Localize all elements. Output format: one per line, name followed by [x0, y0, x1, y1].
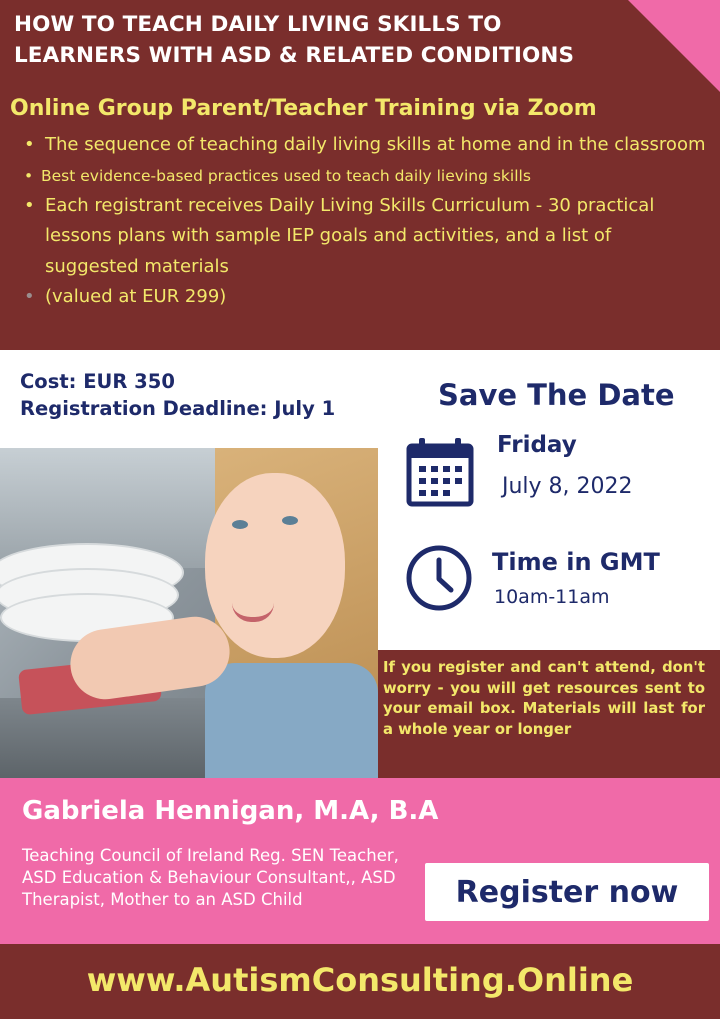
girl-washing-dishes-photo — [0, 448, 378, 778]
deadline-text: Registration Deadline: July 1 — [20, 397, 336, 420]
bullet-icon: • — [24, 134, 35, 155]
footer — [0, 944, 720, 1019]
save-the-date-heading: Save The Date — [438, 378, 675, 412]
presenter-name: Gabriela Hennigan, M.A, B.A — [22, 796, 439, 826]
bullet-text: Each registrant receives Daily Living Skills Curriculum - 30 practical lessons plans with sample IEP goals and activities, and a list of suggested materials — [45, 194, 655, 277]
website-link[interactable]: www.AutismConsulting.Online — [86, 961, 634, 999]
photo-face — [205, 473, 345, 658]
bullet-icon: • — [24, 286, 35, 307]
list-item — [20, 191, 710, 283]
cost-text: Cost: EUR 350 — [20, 370, 175, 393]
photo-eye — [282, 516, 298, 525]
title-line-1: HOW TO TEACH DAILY LIVING SKILLS TO — [14, 12, 502, 37]
bullet-list — [20, 130, 710, 313]
attendance-note — [378, 650, 720, 778]
clock-icon — [405, 544, 473, 616]
register-button[interactable]: Register now — [425, 863, 709, 921]
bullet-icon: • — [24, 194, 35, 216]
list-item — [20, 130, 710, 161]
time-label: Time in GMT — [492, 548, 660, 576]
event-time: 10am-11am — [494, 586, 610, 608]
list-item — [20, 282, 710, 313]
attendance-note-text: If you register and can't attend, don't worry - you will get resources sent to your email box. Materials will last for a whole year or longer — [383, 659, 705, 738]
bullet-icon: • — [24, 166, 34, 185]
page-title — [14, 9, 674, 71]
presenter-bio: Teaching Council of Ireland Reg. SEN Teacher, ASD Education & Behaviour Consultant,, ASD Therapist, Mother to an ASD Child — [22, 846, 399, 909]
header-banner — [0, 0, 720, 350]
bullet-text: The sequence of teaching daily living skills at home and in the classroom — [45, 134, 706, 155]
cost-block — [20, 368, 335, 422]
event-date: July 8, 2022 — [502, 474, 633, 499]
list-item — [20, 161, 710, 191]
calendar-icon — [405, 436, 475, 512]
photo-dress — [205, 663, 378, 778]
title-line-2: LEARNERS WITH ASD & RELATED CONDITIONS — [14, 43, 575, 68]
subtitle: Online Group Parent/Teacher Training via Zoom — [10, 96, 597, 121]
event-day: Friday — [497, 432, 577, 458]
bullet-text: Best evidence-based practices used to teach daily lieving skills — [41, 166, 531, 185]
photo-eye — [232, 520, 248, 529]
bullet-text: (valued at EUR 299) — [45, 286, 227, 307]
